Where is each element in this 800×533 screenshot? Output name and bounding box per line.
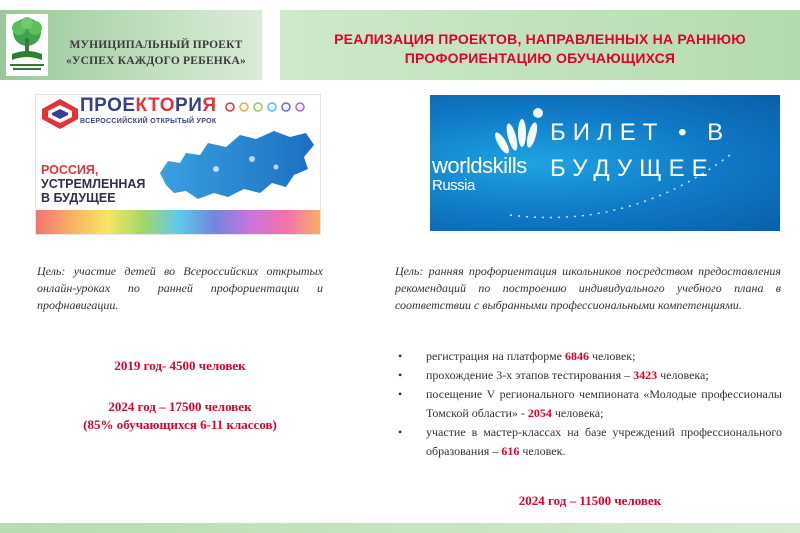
brand-part-2: КТО bbox=[135, 95, 176, 116]
slide-title bbox=[280, 30, 800, 68]
list-item-suffix: человек; bbox=[589, 349, 636, 363]
right-goal-text: Цель: ранняя профориентация школьников посредством предоставления рекомендаций по построению индивидуального учебного плана в соответствии с выбранными профессиональными компетенциями. bbox=[395, 264, 781, 312]
russia-map-icon bbox=[156, 123, 316, 213]
worldskills-country: Russia bbox=[432, 177, 475, 194]
ticket-line1: БИЛЕТ • В bbox=[550, 119, 731, 146]
worldskills-word: worldskills bbox=[432, 153, 527, 178]
list-item-number: 2054 bbox=[527, 406, 552, 420]
stat-2024-left-line1: 2024 год – 17500 человек bbox=[108, 399, 252, 414]
list-item-number: 616 bbox=[501, 444, 520, 458]
stat-2024-left-line2: (85% обучающихся 6-11 классов) bbox=[83, 417, 277, 432]
project-title bbox=[56, 37, 256, 69]
proektoria-banner-image bbox=[35, 94, 321, 235]
slogan-line3: В БУДУЩЕЕ bbox=[41, 191, 116, 205]
brand-part-3: РИ bbox=[175, 95, 203, 116]
left-goal-text: Цель: участие детей во Всероссийских открытых онлайн-уроках по ранней профориентации и профнавигации. bbox=[37, 264, 323, 312]
footer-strip bbox=[0, 523, 800, 533]
proektoria-logo-icon bbox=[42, 99, 78, 129]
decorative-icons-row-icon bbox=[224, 101, 314, 113]
proektoria-subtitle: ВСЕРОССИЙСКИЙ ОТКРЫТЫЙ УРОК bbox=[80, 118, 217, 125]
list-item-text: прохождение 3-х этапов тестирования – bbox=[426, 368, 634, 382]
list-item-suffix: человека; bbox=[657, 368, 709, 382]
proektoria-brand bbox=[80, 95, 217, 117]
slogan-line1: РОССИЯ, bbox=[41, 163, 99, 177]
ticket-line2: БУДУЩЕЕ bbox=[550, 155, 715, 182]
header-right-banner bbox=[280, 10, 800, 80]
list-item-suffix: человек. bbox=[519, 444, 566, 458]
brand-part-4: Я bbox=[202, 95, 217, 116]
list-item-text: посещение V регионального чемпионата «Молодые профессионалы Томской области» - bbox=[426, 387, 782, 420]
education-department-logo-icon bbox=[6, 14, 48, 76]
list-item-suffix: человека; bbox=[551, 406, 604, 420]
slide-title-line2: ПРОФОРИЕНТАЦИЮ ОБУЧАЮЩИХСЯ bbox=[404, 50, 676, 66]
russia-slogan bbox=[41, 163, 145, 205]
slide-title-line1: РЕАЛИЗАЦИЯ ПРОЕКТОВ, НАПРАВЛЕННЫХ НА РАННЮЮ bbox=[334, 31, 746, 47]
dotted-arc-icon bbox=[430, 95, 780, 231]
stat-2024-left bbox=[37, 398, 323, 434]
slogan-line2: УСТРЕМЛЕННАЯ bbox=[41, 177, 146, 191]
list-item bbox=[398, 385, 782, 423]
ticket-to-future-banner-image bbox=[430, 95, 780, 231]
list-item-text: регистрация на платформе bbox=[426, 349, 566, 363]
project-title-line2: «УСПЕХ КАЖДОГО РЕБЕНКА» bbox=[66, 55, 246, 67]
stat-2024-right: 2024 год – 11500 человек bbox=[518, 493, 662, 508]
list-item bbox=[398, 366, 782, 385]
results-list bbox=[398, 347, 782, 461]
list-item-number: 6846 bbox=[565, 349, 590, 363]
rainbow-strip bbox=[36, 210, 321, 234]
stat-2019: 2019 год- 4500 человек bbox=[114, 358, 246, 373]
list-item bbox=[398, 347, 782, 366]
list-item bbox=[398, 423, 782, 461]
list-item-text: участие в мастер-классах на базе учреждений профессионального образования – bbox=[426, 425, 782, 458]
list-item-number: 3423 bbox=[633, 368, 658, 382]
project-title-line1: МУНИЦИПАЛЬНЫЙ ПРОЕКТ bbox=[69, 39, 243, 51]
brand-part-1: ПРОЕ bbox=[80, 95, 136, 116]
